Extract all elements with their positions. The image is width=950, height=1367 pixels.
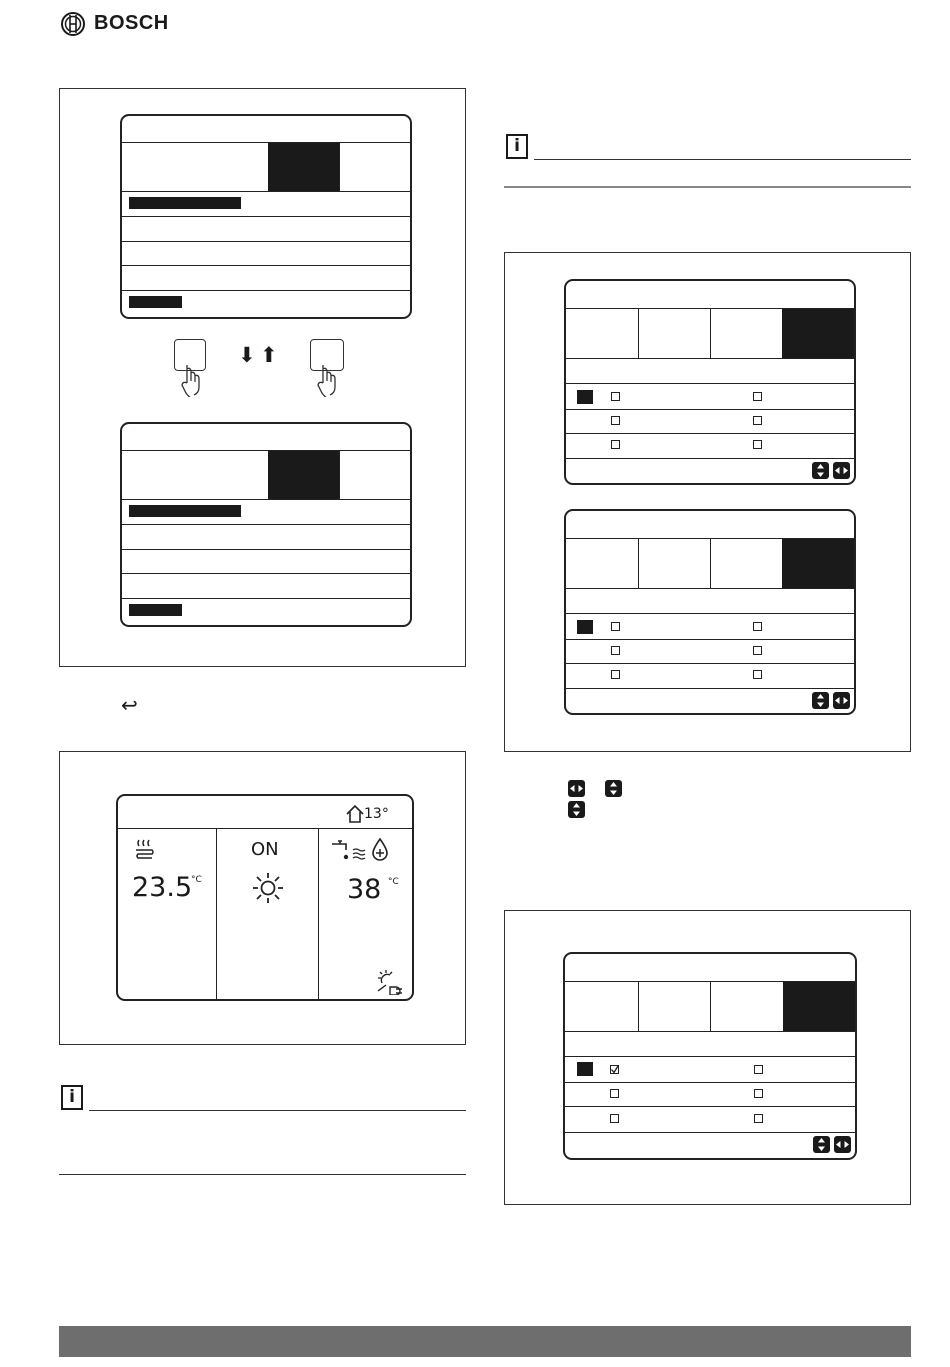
sun-icon (252, 872, 284, 904)
selected-tab (268, 451, 339, 499)
footer-softkey (129, 604, 182, 616)
figure-checkbox-selected (504, 910, 911, 1205)
dhw-temperature: 38 (347, 874, 382, 905)
footer-softkey (129, 296, 182, 308)
info-icon: i (506, 134, 528, 159)
highlighted-row (129, 505, 241, 517)
footer-bar (59, 1326, 911, 1357)
checkbox[interactable] (753, 416, 762, 425)
checkbox[interactable] (611, 646, 620, 655)
home-screen (116, 794, 414, 1001)
bosch-armature-icon (60, 11, 86, 37)
checkbox[interactable] (753, 670, 762, 679)
checkbox[interactable] (753, 392, 762, 401)
highlighted-row (129, 197, 241, 209)
checkbox[interactable] (610, 1114, 619, 1123)
selected-tab (268, 143, 339, 191)
up-down-key-icon[interactable] (813, 1136, 830, 1153)
finger-press-icon (314, 363, 344, 397)
left-right-key-icon[interactable] (833, 462, 850, 479)
figure-checkbox-navigation (504, 252, 911, 752)
checkbox[interactable] (754, 1114, 763, 1123)
info-icon: i (61, 1085, 83, 1110)
row-cursor (577, 1062, 593, 1076)
row-cursor (577, 390, 593, 404)
outdoor-house-icon (345, 804, 365, 824)
checkbox[interactable] (611, 670, 620, 679)
left-right-key-icon (568, 780, 585, 797)
selected-tab (782, 539, 856, 588)
menu-screen-bottom (120, 422, 412, 627)
key-press-right[interactable] (310, 337, 350, 402)
checkbox-screen-bottom (564, 509, 856, 715)
checkbox[interactable] (610, 1089, 619, 1098)
checkbox-screen-selected (563, 952, 857, 1160)
up-down-key-icon (605, 780, 622, 797)
hot-water-tap-icon (330, 838, 366, 864)
heating-temperature: 23.5 (132, 872, 193, 903)
water-drop-plus-icon (371, 838, 389, 862)
outdoor-temperature: 13° (364, 806, 389, 822)
brand-name: BOSCH (94, 12, 169, 34)
info-bottom-rule (59, 1174, 466, 1175)
back-icon: ↩ (121, 693, 138, 717)
dhw-unit: °C (388, 877, 399, 887)
key-press-left[interactable] (170, 337, 210, 402)
mode-state: ON (251, 839, 279, 860)
checkbox-screen-top (564, 279, 856, 485)
info-underline (89, 1110, 466, 1111)
info-bottom-rule (504, 186, 911, 188)
selected-tab (782, 309, 856, 358)
figure-home-screen (59, 751, 466, 1045)
checkbox[interactable] (611, 440, 620, 449)
floor-heating-icon (134, 838, 156, 860)
left-right-key-icon[interactable] (834, 1136, 851, 1153)
up-down-key-icon[interactable] (812, 462, 829, 479)
left-right-key-icon[interactable] (833, 692, 850, 709)
checkbox[interactable] (754, 1065, 763, 1074)
checkbox[interactable] (611, 622, 620, 631)
heating-unit: °C (191, 875, 202, 885)
checkbox[interactable] (754, 1089, 763, 1098)
finger-press-icon (178, 363, 208, 397)
menu-screen-top (120, 114, 412, 319)
solar-power-icon (376, 969, 408, 995)
checkbox[interactable] (753, 622, 762, 631)
checkbox[interactable] (753, 646, 762, 655)
figure-menu-navigation (59, 88, 466, 667)
checkbox[interactable] (753, 440, 762, 449)
up-arrow-icon: ⬆ (260, 343, 278, 367)
bosch-logo (60, 11, 190, 37)
checkmark-icon (610, 1065, 619, 1074)
checkbox[interactable] (611, 392, 620, 401)
up-down-key-icon (568, 801, 585, 818)
down-arrow-icon: ⬇ (238, 343, 256, 367)
selected-tab (783, 982, 857, 1031)
checkbox[interactable] (611, 416, 620, 425)
row-cursor (577, 620, 593, 634)
checkbox-checked[interactable] (610, 1065, 619, 1074)
info-underline (534, 159, 911, 160)
up-down-key-icon[interactable] (812, 692, 829, 709)
